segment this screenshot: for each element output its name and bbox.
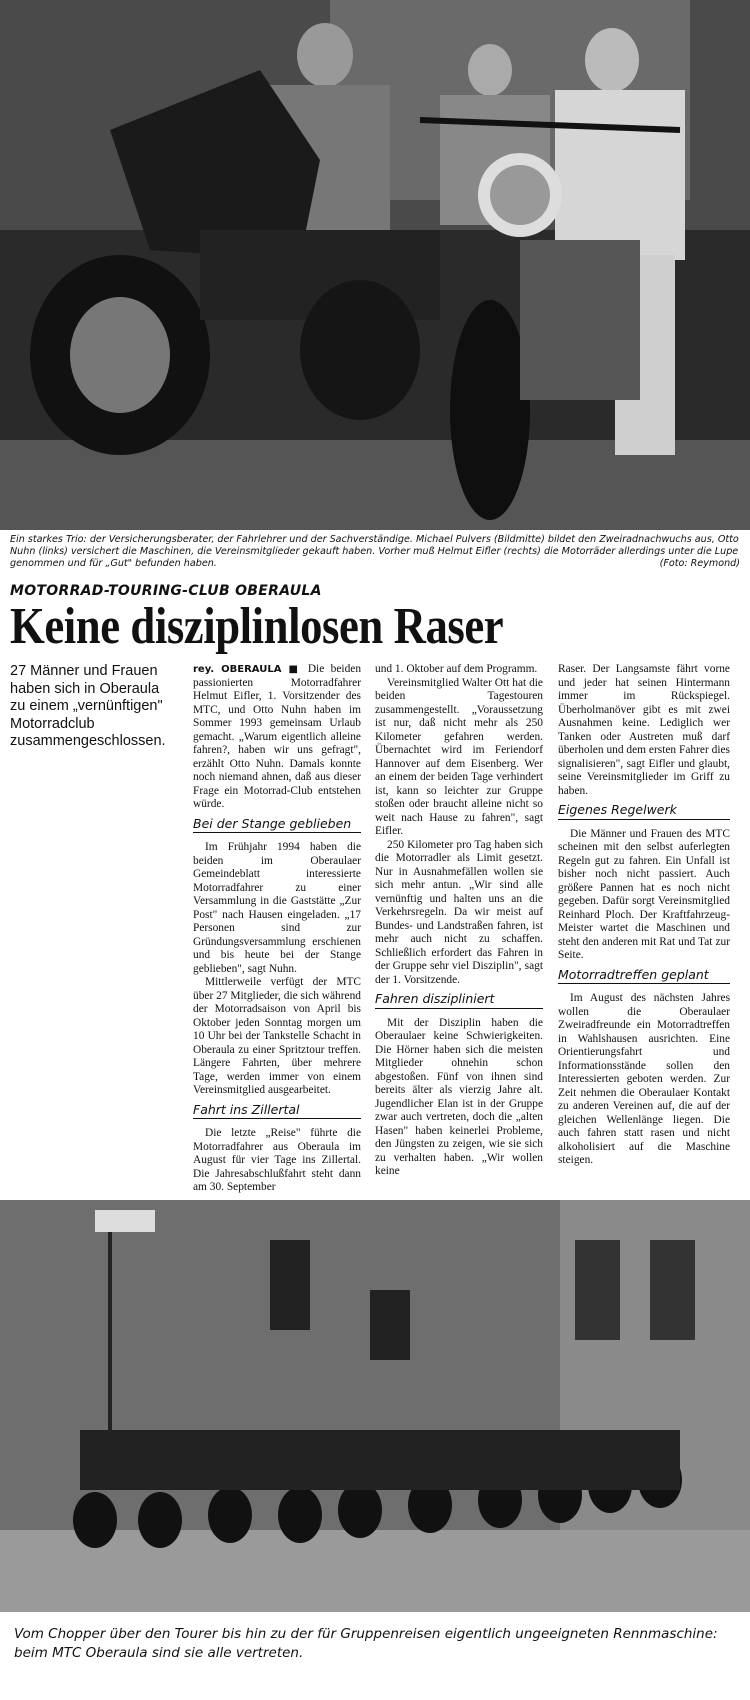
bottom-photo-image — [0, 1200, 750, 1612]
paragraph: Vereinsmitglied Walter Ott hat die beiden Tagestouren zusammengestellt. „Voraussetzung ist nur, daß nicht mehr als 250 Kilometer gefahren werden. Übernachtet wird im Feriendorf Hannover auf dem Eisenberg. Wer an einem der beiden Tage verhindert ist, kann so leichter zur Gruppe stoßen oder braucht alleine nicht so weit nach Hause zu fahren", sagt Eifler. — [375, 676, 543, 837]
article-column-2 — [375, 663, 543, 1179]
paragraph: 250 Kilometer pro Tag haben sich die Motorradler als Limit gesetzt. Nur in Ausnahmefällen wollen sie sich mehr antun. „Wir sind alle vernünftig und halten uns an die Verkehrsregeln. Da wir meist auf Bundes- und Landstraßen fahren, ist mehr auch nicht zu schaffen. Schließlich erfordert das Fahren in der Gruppe sehr viel Disziplin", sagt der 1. Vorsitzende. — [375, 838, 543, 986]
top-photo — [0, 0, 750, 530]
paragraph: Mittlerweile verfügt der MTC über 27 Mitglieder, die sich während der Motorradsaison von April bis Oktober jeden Sonntag morgen um 10 Uhr bei der Tankstelle Schacht in Oberaula zu einer Spritztour treffen. Längere Fahrten, über mehrere Tage, werden immer von einem Vereinsmitglied ausgearbeitet. — [193, 976, 361, 1096]
subheading: Fahrt ins Zillertal — [193, 1103, 361, 1120]
paragraph: Im Frühjahr 1994 haben die beiden im Oberaulaer Gemeindeblatt interessierte Motorradfahrer zu einer Versammlung in die Gaststätte „Zur Post" nach Hausen eingeladen. „17 Personen sind zur Gründungsversammlung erschienen und bis heute bei der Stange geblieben", sagt Nuhn. — [193, 841, 361, 975]
paragraph — [193, 663, 361, 812]
paragraph: Die letzte „Reise" führte die Motorradfahrer aus Oberaula im August für vier Tage ins Zillertal. Die Jahresabschlußfahrt steht dann am 30. September — [193, 1127, 361, 1193]
dateline: rey. OBERAULA ■ — [193, 664, 302, 675]
paragraph: Die Männer und Frauen des MTC scheinen mit den selbst auferlegten Regeln gut zu fahren. Ein Unfall ist bisher noch nicht passiert. Auch größere Pannen hat es noch nicht gegeben. Dafür sorgt Vereinsmitglied Reinhard Ploch. Der Kraftfahrzeug-Meister wartet die Maschinen und steht den anderen mit Rat und Tat zur Seite. — [558, 827, 730, 961]
top-photo-caption — [10, 534, 740, 570]
paragraph-text: Die beiden passionierten Motorradfahrer Helmut Eifler, 1. Vorsitzender des MTC, und Otto Nuhn haben im Sommer 1993 gemeinsam Urlaub gemacht. „Warum eigentlich alleine fahren?, haben wir uns gefragt", erzählt Otto Nuhn. Damals konnte noch niemand ahnen, daß aus dieser Frage ein Motorrad-Club entstehen würde. — [193, 663, 362, 810]
article-headline: Keine disziplinlosen Raser — [10, 598, 504, 655]
top-photo-image — [0, 0, 750, 530]
photo-credit: (Foto: Reymond) — [654, 558, 740, 570]
paragraph: Im August des nächsten Jahres wollen die Oberaulaer Zweiradfreunde ein Motorradtreffen in Wahlshausen ausrichten. Eine Orientierungsfahrt und Informationsstände sollen den Interessierten geboten werden. Zur Zeit nehmen die Oberaulaer Kontakt zu anderen Vereinen auf, die auf der gleichen Wellenlänge liegen. Die auch fahren statt rasen und nicht alkoholisiert auf die Maschine steigen. — [558, 992, 730, 1166]
paragraph: und 1. Oktober auf dem Programm. — [375, 663, 538, 675]
article-kicker: MOTORRAD-TOURING-CLUB OBERAULA — [10, 583, 322, 599]
article-column-3 — [558, 663, 730, 1168]
article-lead: 27 Männer und Frauen haben sich in Oberaula zu einem „vernünftigen" Motorradclub zusammengeschlossen. — [10, 663, 166, 749]
paragraph: Raser. Der Langsamste fährt vorne und jeder hat seinen Hintermann immer im Rückspiegel. Überholmanöver gibt es mit zwei Ausnahmen keine. Lediglich wer Tanken oder Austreten muß darf überholen und dem ersten Fahrer dies signalisieren", sagt Eifler und glaubt, seine Vereinsmitglieder im Griff zu haben. — [558, 663, 730, 797]
subheading: Bei der Stange geblieben — [193, 817, 361, 834]
bottom-photo-caption: Vom Chopper über den Tourer bis hin zu der für Gruppenreisen eigentlich ungeeigneten Rennmaschine: beim MTC Oberaula sind sie alle vertreten. — [14, 1626, 718, 1661]
bottom-photo — [0, 1200, 750, 1612]
subheading: Eigenes Regelwerk — [558, 803, 730, 820]
article-column-1 — [193, 663, 361, 1195]
paragraph: Mit der Disziplin haben die Oberaulaer keine Schwierigkeiten. Die Hörner haben sich die meisten Mitglieder ohnehin schon abgestoßen. Fünf von ihnen sind bereits älter als vierzig Jahre alt. Jugendlicher Elan ist in der Gruppe zwar auch vertreten, doch die „alten Hasen" haben keinerlei Probleme, den Jüngsten zu zeigen, wie sie sich zu verhalten haben. „Wir wollen keine — [375, 1016, 543, 1177]
subheading: Motorradtreffen geplant — [558, 968, 730, 985]
top-photo-caption-text: Ein starkes Trio: der Versicherungsberater, der Fahrlehrer und der Sachverständige. Michael Pulvers (Bildmitte) bildet den Zweiradnachwuchs aus, Otto Nuhn (links) versichert die Maschinen, die Vereinsmitglieder gekauft haben. Vorher muß Helmut Eifler (rechts) die Motorräder allerdings unter die Lupe genommen und für „Gut" befunden haben. — [10, 534, 739, 569]
subheading: Fahren diszipliniert — [375, 992, 543, 1009]
